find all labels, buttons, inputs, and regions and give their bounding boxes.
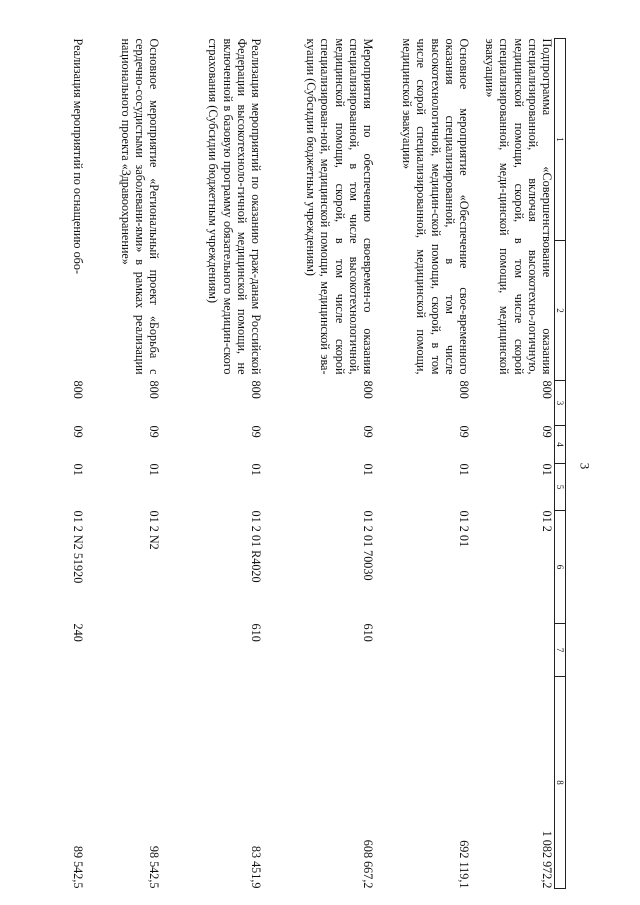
- subsection-code: 01: [248, 463, 263, 476]
- table-row: [67, 39, 85, 889]
- column-header: 7: [555, 624, 566, 677]
- section-code: 09: [248, 425, 263, 438]
- item-name: Мероприятия по обеспечению своевремен-го оказания специализированной, в том числе высокотехнологичной, медицинской помощи, скорой, в том числе скорой специализирован-ной, медицинской помощи, медицинской эва-куации (Субсидии бюджетным учреждениям): [304, 38, 375, 375]
- column-header: 2: [555, 241, 566, 381]
- ministry-code: 800: [70, 380, 85, 399]
- table-row: [161, 39, 263, 889]
- target-article-code: 01 2 01 70030: [360, 510, 375, 581]
- ministry-code: 800: [146, 380, 161, 399]
- amount: 89 542,5: [70, 845, 85, 889]
- section-code: 09: [540, 425, 554, 438]
- column-header: 5: [555, 464, 566, 511]
- column-header: 8: [555, 677, 566, 889]
- column-number-row: [555, 39, 566, 889]
- section-code: 09: [70, 425, 85, 438]
- expense-type-code: [375, 624, 471, 677]
- column-header: 6: [555, 511, 566, 624]
- expense-type-code: [471, 624, 555, 677]
- amount: 608 667,2: [360, 839, 375, 889]
- subsection-code: 01: [360, 463, 375, 476]
- section-code: 09: [360, 425, 375, 438]
- target-article-code: 01 2 N2 51920: [70, 510, 85, 584]
- target-article-code: 01 2 01 R4020: [248, 510, 263, 583]
- column-header: 4: [555, 426, 566, 464]
- item-name: Реализация мероприятий по оказанию граж-данам Российской Федерации высокотехноло-гичной медицинской помощи, не включенной в базовую программу обязательного медицин-ского страхования (Субсидии бюджетным учреждениям): [206, 38, 263, 375]
- expense-type-code: [85, 624, 161, 677]
- budget-table: [67, 38, 566, 889]
- subsection-code: 01: [456, 463, 471, 476]
- ministry-code: 800: [248, 380, 263, 399]
- ministry-code: 800: [360, 380, 375, 399]
- table-row: [263, 39, 375, 889]
- section-code: 09: [456, 425, 471, 438]
- column-header: 1: [555, 39, 566, 241]
- ministry-code: 800: [456, 380, 471, 399]
- target-article-code: 01 2 N2: [146, 510, 161, 550]
- amount: 83 451,9: [248, 845, 263, 889]
- amount: 98 542,5: [146, 845, 161, 889]
- subsection-code: 01: [540, 463, 554, 476]
- table-row: [471, 39, 555, 889]
- ministry-code: 800: [540, 380, 554, 399]
- budget-sheet: [56, 38, 566, 888]
- page-number: 3: [577, 462, 593, 470]
- expense-type-code: 610: [360, 623, 375, 642]
- item-name: Подпрограмма «Совершенствование оказания специализированной, включая высокотехно-логичную, медицинской помощи, скорой, в том числе скорой специализированной, меди-цинской помощи, медицинской эвакуации»: [483, 38, 554, 375]
- table-row: [85, 39, 161, 889]
- amount: 1 082 972,2: [540, 830, 554, 889]
- item-name: Основное мероприятие «Обеспечение свое-временного оказания специализированной, в том числе высокотехнологичной, медицин-ской помощи, скорой, в том числе скорой специализированной, медицинской помощи, медицинской эвакуации»: [400, 38, 471, 375]
- table-row: [375, 39, 471, 889]
- column-header: 3: [555, 381, 566, 426]
- expense-type-code: 240: [70, 623, 85, 642]
- section-code: 09: [146, 425, 161, 438]
- target-article-code: 01 2: [540, 510, 554, 532]
- subsection-code: 01: [146, 463, 161, 476]
- expense-type-code: 610: [248, 623, 263, 642]
- subsection-code: 01: [70, 463, 85, 476]
- item-name: Реализация мероприятий по оснащению обо-: [70, 38, 85, 275]
- target-article-code: 01 2 01: [456, 510, 471, 548]
- item-name: Основное мероприятие «Региональный проект «Борьба с сердечно-сосудистыми заболевани-ями» в рамках реализации национального проекта «Здравоохранение»: [118, 38, 161, 375]
- amount: 692 119,1: [456, 840, 471, 889]
